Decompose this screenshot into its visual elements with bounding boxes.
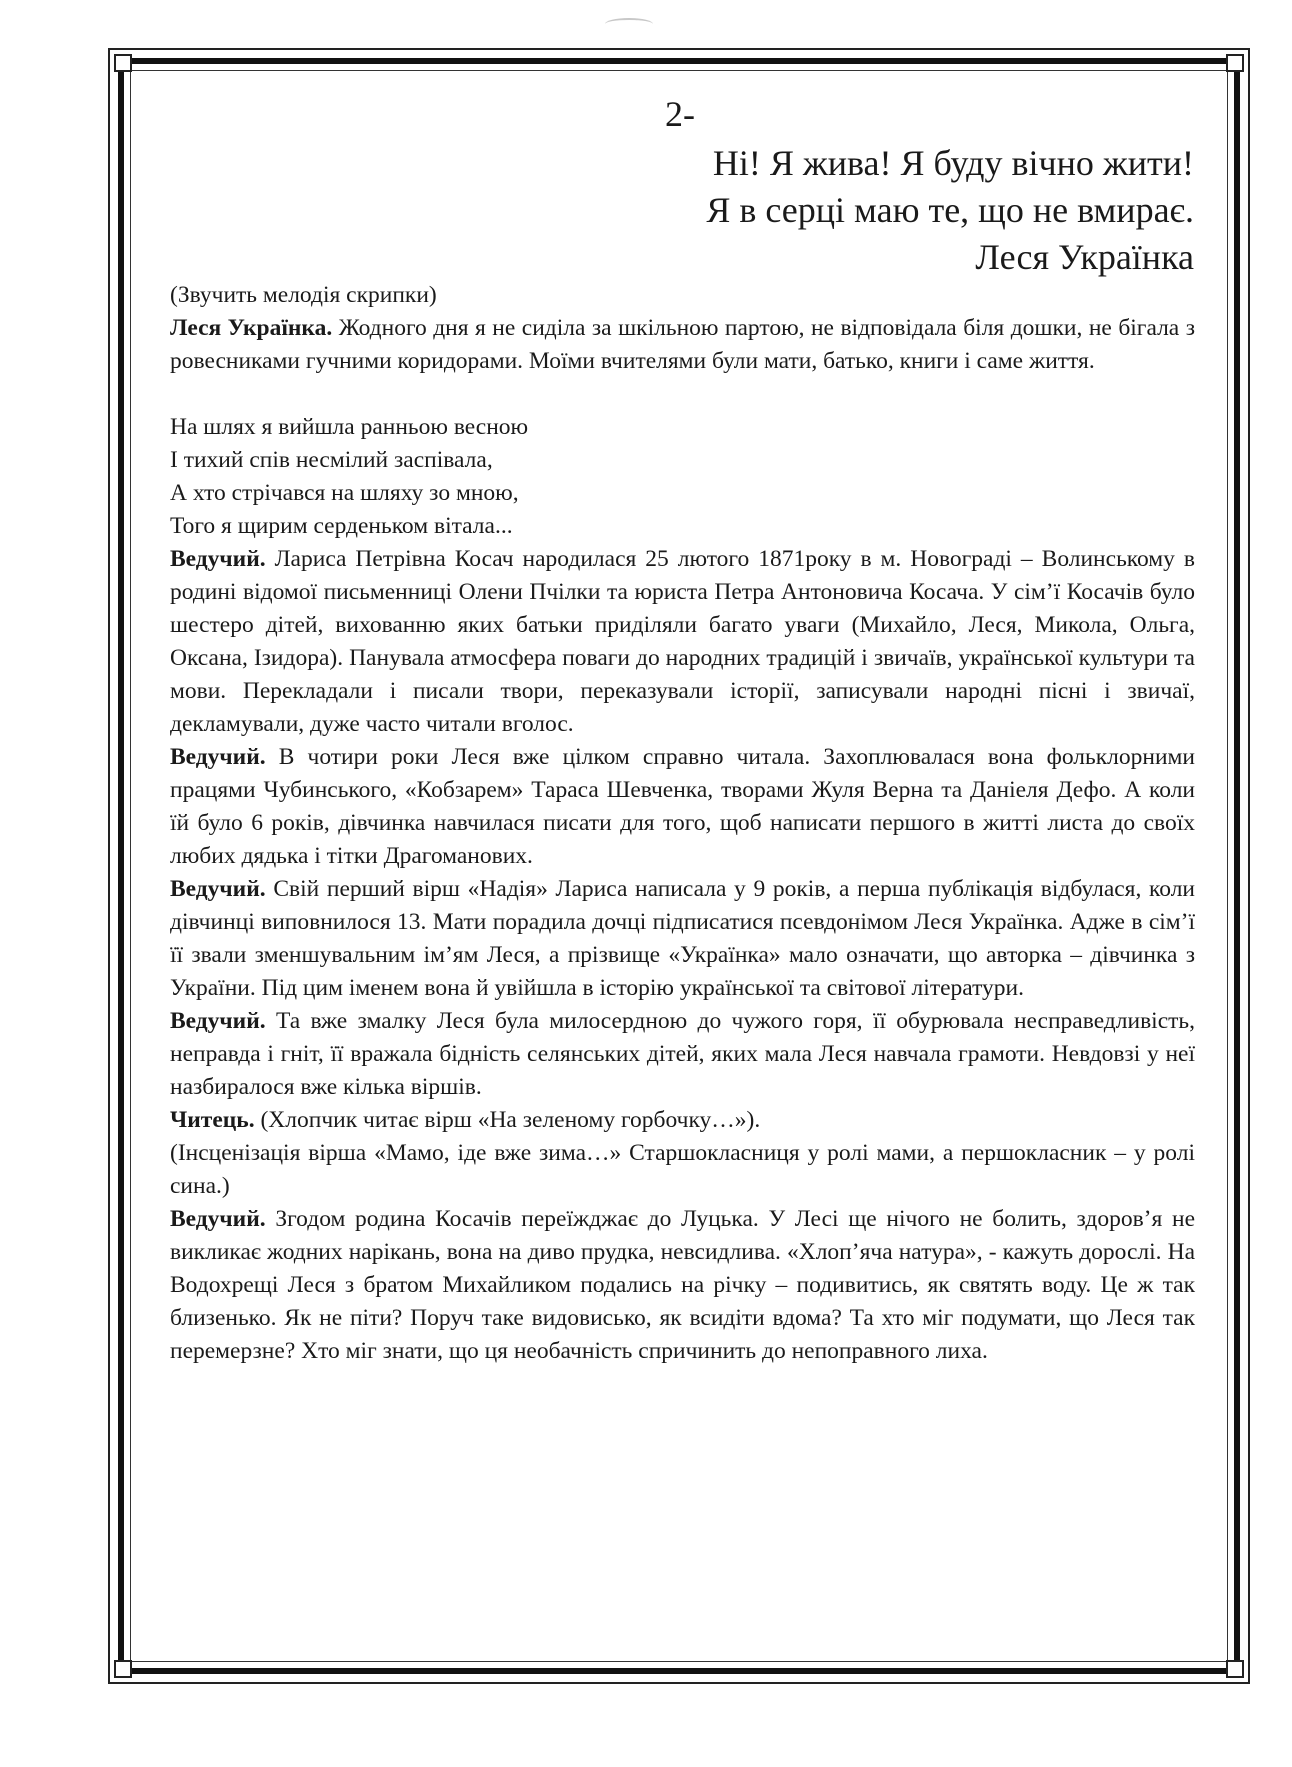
- page-number: 2-: [665, 94, 695, 134]
- speech-host: [170, 1203, 1195, 1368]
- speaker-label: Леся Українка.: [170, 315, 333, 341]
- scan-mark: [605, 18, 653, 30]
- speaker-label: Ведучий.: [170, 546, 266, 572]
- epigraph-line: Я в серці маю те, що не вмирає.: [706, 190, 1194, 230]
- speech-text: (Хлопчик читає вірш «На зеленому горбочку…»).: [254, 1107, 761, 1133]
- speaker-label: Ведучий.: [170, 744, 266, 770]
- speech-lesya: [170, 312, 1195, 378]
- speech-text: Жодного дня я не сиділа за шкільною партою, не відповідала біля дошки, не бігала з ровесниками гучними коридорами. Моїми вчителями були мати, батько, книги і саме життя.: [170, 315, 1195, 374]
- speaker-label: Читець.: [170, 1107, 255, 1133]
- speech-text: Лариса Петрівна Косач народилася 25 лютого 1871року в м. Новограді – Волинському в родині відомої письменниці Олени Пчілки та юриста Петра Антоновича Косача. У сім’ї Косачів було шестеро дітей, вихованню яких батьки приділяли багато уваги (Михайло, Леся, Микола, Ольга, Оксана, Ізидора). Панувала атмосфера поваги до народних традицій і звичаїв, української культури та мови. Перекладали і писали твори, переказували історії, записували народні пісні і звичаї, декламували, дуже часто читали вголос.: [170, 546, 1195, 737]
- speech-host: [170, 873, 1195, 1005]
- poem-line: І тихий спів несмілий заспівала,: [170, 447, 493, 473]
- speech-text: Згодом родина Косачів переїжджає до Луцька. У Лесі ще нічого не болить, здоров’я не викликає жодних нарікань, вона на диво прудка, невсидлива. «Хлоп’яча натура», - кажуть дорослі. На Водохрещі Леся з братом Михайликом подались на річку – подивитись, як святять воду. Це ж так близенько. Як не піти? Поруч таке видовисько, як всидіти вдома? Та хто міг подумати, що Леся так перемерзне? Хто міг знати, що ця необачність спричинить до непоправного лиха.: [170, 1206, 1195, 1364]
- border-corner-bottom-left: [114, 1660, 132, 1678]
- speech-host: [170, 1005, 1195, 1104]
- border-corner-top-left: [114, 54, 132, 72]
- speech-text: Та вже змалку Леся була милосердною до чужого горя, її обурювала несправедливість, неправда і гніт, її вражала бідність селянських дітей, яких мала Леся навчала грамоти. Невдовзі у неї назбиралося вже кілька віршів.: [170, 1008, 1195, 1100]
- epigraph-line: Ні! Я жива! Я буду вічно жити!: [712, 143, 1194, 183]
- blank-line: [170, 378, 1195, 411]
- epigraph-author: Леся Українка: [975, 237, 1194, 277]
- speaker-label: Ведучий.: [170, 876, 266, 902]
- speech-host: [170, 741, 1195, 873]
- speech-text: В чотири роки Леся вже цілком справно читала. Захоплювалася вона фольклорними працями Чубинського, «Кобзарем» Тараса Шевченка, творами Жуля Верна та Даніеля Дефо. А коли їй було 6 років, дівчинка навчилася писати для того, щоб написати першого в житті листа до своїх любих дядька і тітки Драгоманових.: [170, 744, 1195, 869]
- stage-direction: (Звучить мелодія скрипки): [170, 282, 437, 308]
- speech-host: [170, 543, 1195, 741]
- speech-reader: [170, 1104, 1195, 1137]
- poem-line: На шлях я вийшла ранньою весною: [170, 414, 529, 440]
- poem-line: Того я щирим серденьком вітала...: [170, 513, 513, 539]
- document-body: [170, 279, 1195, 1368]
- speech-text: Свій перший вірш «Надія» Лариса написала у 9 років, а перша публікація відбулася, коли дівчинці виповнилося 13. Мати порадила дочці підписатися псевдонімом Леся Українка. Адже в сім’ї її звали зменшувальним ім’ям Леся, а прізвище «Українка» мало означати, що авторка – дівчинка з України. Під цим іменем вона й увійшла в історію української та світової літератури.: [170, 876, 1195, 1001]
- speaker-label: Ведучий.: [170, 1206, 266, 1232]
- epigraph: [706, 140, 1194, 281]
- stage-direction: (Інсценізація вірша «Мамо, іде вже зима…» Старшокласниця у ролі мами, а першокласник – у ролі сина.): [170, 1140, 1195, 1199]
- poem-line: А хто стрічався на шляху зо мною,: [170, 480, 519, 506]
- border-corner-bottom-right: [1226, 1660, 1244, 1678]
- speaker-label: Ведучий.: [170, 1008, 266, 1034]
- border-corner-top-right: [1226, 54, 1244, 72]
